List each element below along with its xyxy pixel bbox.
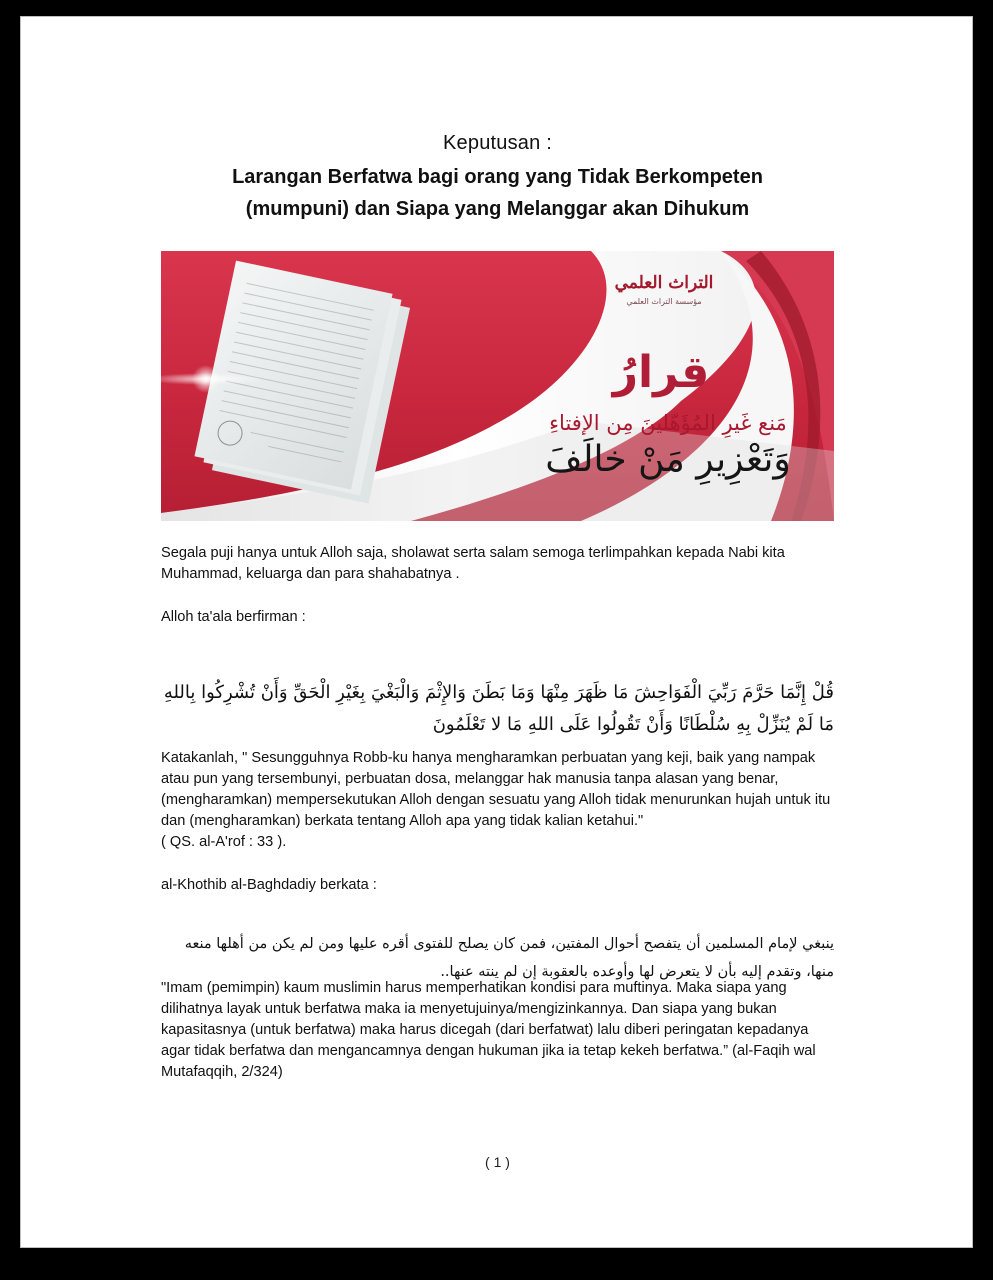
banner-logo-subtitle: مؤسسة التراث العلمي (626, 297, 702, 306)
title-block (161, 129, 834, 225)
quran-translation-block (161, 748, 834, 853)
banner-logo-text: التراث العلمي (614, 273, 714, 293)
quran-intro: Alloh ta'ala berfirman : (161, 609, 306, 625)
banner-subheading-1: مَنع غَيرِ المُؤَهّلينَ مِن الإفتاءِ (549, 411, 787, 435)
khatib-quote-arabic: ينبغي لإمام المسلمين أن يتفصح أحوال المفتين، فمن كان يصلح للفتوى أقره عليها ومن لم يكن من أهلها منعه منها، وتقدم إليه بأن لا يتعرض لها وأوعده بالعقوبة إن لم ينته عنها.. (184, 936, 834, 980)
page-number: ( 1 ) (485, 1154, 510, 1170)
khatib-translation: "Imam (pemimpin) kaum muslimin harus memperhatikan kondisi para muftinya. Maka siapa yang dilihatnya layak untuk berfatwa maka ia menyetujuinya/mengizinkannya. Dan siapa yang bukan kapasitasnya (untuk berfatwa) maka harus dicegah (dari berfatwat) lalu diberi peringatan kepadanya agar tidak berfatwa dan mengancamnya dengan hukuman jika ia tetap kekeh berfatwa.” (al-Faqih wal Mutafaqqih, 2/324) (161, 980, 816, 1080)
title-kicker: Keputusan : (443, 132, 552, 154)
title-line-2: (mumpuni) dan Siapa yang Melanggar akan Dihukum (245, 198, 750, 220)
quran-translation: Katakanlah, " Sesungguhnya Robb-ku hanya mengharamkan perbuatan yang keji, baik yang nampak atau pun yang tersembunyi, perbuatan dosa, melanggar hak manusia tanpa alasan yang benar, (mengharamkan) mempersekutukan Alloh dengan sesuatu yang Alloh tidak menurunkan hujah untuk itu dan (mengharamkan) berkata tentang Alloh apa yang tidak kalian ketahui." (161, 750, 831, 829)
banner-background-graphic (161, 251, 834, 521)
opening-paragraph: Segala puji hanya untuk Alloh saja, sholawat serta salam semoga terlimpahkan kepada Nabi kita Muhammad, keluarga dan para shahabatnya . (161, 545, 785, 582)
banner-subheading-2: وَتَعْزِيرِ مَنْ خالَفَ (545, 439, 791, 480)
quran-reference: ( QS. al-A'rof : 33 ). (161, 834, 287, 850)
banner-heading: قرارُ (612, 347, 710, 398)
title-line-1: Larangan Berfatwa bagi orang yang Tidak Berkompeten (232, 166, 763, 188)
quran-verse-arabic: قُلْ إِنَّمَا حَرَّمَ رَبِّيَ الْفَوَاحِشَ مَا ظَهَرَ مِنْهَا وَمَا بَطَنَ وَالإِثْمَ وَالْبَغْيَ بِغَيْرِ الْحَقِّ وَأَنْ تُشْرِكُوا بِاللهِ مَا لَمْ يُنَزِّلْ بِهِ سُلْطَانًا وَأَنْ تَقُولُوا عَلَى اللهِ مَا لا تَعْلَمُونَ (163, 682, 834, 735)
page-title (161, 161, 834, 225)
khatib-intro: al-Khothib al-Baghdadiy berkata : (161, 877, 377, 893)
document-page (20, 16, 973, 1248)
banner-image (161, 251, 834, 521)
